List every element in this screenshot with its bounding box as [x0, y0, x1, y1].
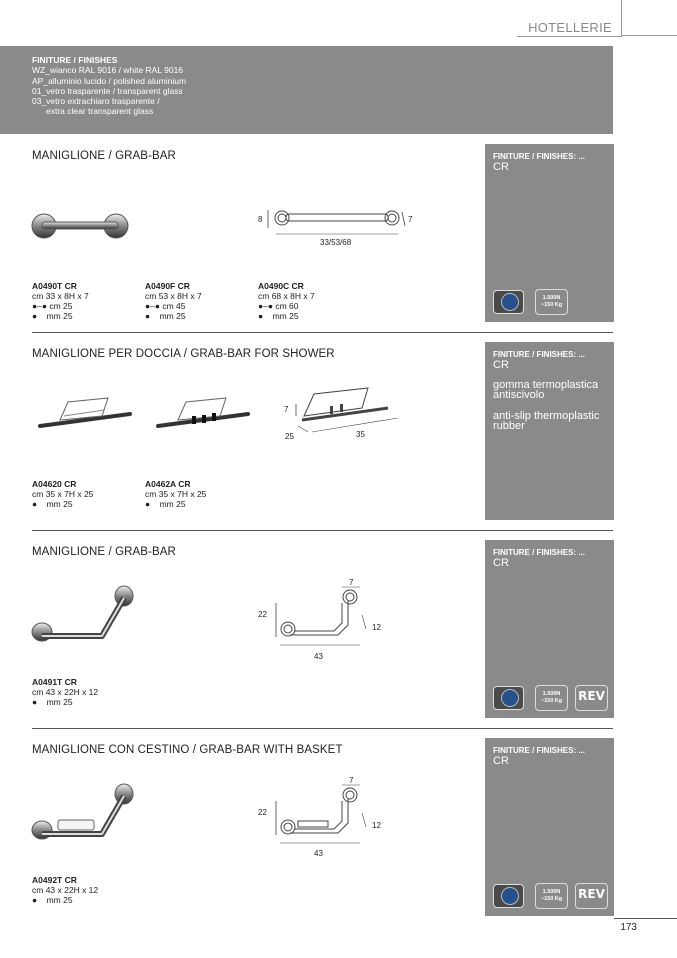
bullet-icon: ● — [145, 311, 160, 321]
bullet-icon: ● — [145, 499, 160, 509]
dim-height: 22 — [258, 808, 267, 817]
product-diameter: mm 25 — [46, 311, 73, 321]
rev-badge-icon: REV — [575, 685, 608, 711]
bullet-icon: ● — [258, 311, 273, 321]
dim-height: 8 — [258, 215, 263, 224]
product-diameter: mm 25 — [159, 499, 186, 509]
product-diameter: mm 25 — [46, 697, 73, 707]
load-badge-icon: 1.500N ~150 Kg — [535, 685, 568, 711]
dim-length: 35 — [356, 430, 365, 439]
dim-height: 22 — [258, 610, 267, 619]
finishes-panel — [485, 144, 614, 322]
page-header — [517, 0, 677, 36]
grab-bar-basket-drawing — [276, 783, 376, 845]
load-badge-icon: 1.500N ~150 Kg — [535, 289, 568, 315]
dim-height: 7 — [284, 405, 289, 414]
product-spacing: cm 45 — [162, 301, 186, 311]
shower-grab-bar-photo — [38, 396, 133, 432]
product-code: A0490F CR — [145, 281, 190, 291]
product-A0491T — [32, 677, 98, 707]
product-size: cm 68 x 8H x 7 — [258, 291, 315, 301]
product-A0492T — [32, 875, 98, 905]
product-size: cm 35 x 7H x 25 — [32, 489, 94, 499]
panel-note-en: anti-slip thermoplastic rubber — [493, 410, 600, 432]
page-number: 173 — [620, 922, 637, 933]
finish-line: 01_vetro trasparente / transparent glass — [32, 85, 183, 96]
grab-bar-photo — [30, 208, 130, 244]
dim-length: 33/53/68 — [320, 238, 352, 247]
panel-heading: FINITURE / FINISHES: ... — [493, 746, 586, 755]
finishes-panel — [485, 738, 614, 916]
product-size: cm 35 x 7H x 25 — [145, 489, 207, 499]
section-title: MANIGLIONE PER DOCCIA / GRAB-BAR FOR SHOWER — [32, 348, 335, 360]
bullet-icon: ● — [32, 311, 47, 321]
dim-top: 7 — [349, 776, 354, 785]
product-code: A0491T CR — [32, 677, 77, 687]
tuv-badge-icon — [493, 686, 524, 710]
finishes-band — [0, 46, 613, 134]
product-spacing: cm 60 — [275, 301, 299, 311]
product-code: A0462A CR — [145, 479, 191, 489]
finish-line: extra clear transparent glass — [46, 106, 154, 117]
product-size: cm 33 x 8H x 7 — [32, 291, 89, 301]
product-A04620 — [32, 479, 93, 509]
product-diameter: mm 25 — [159, 311, 186, 321]
product-diameter: mm 25 — [272, 311, 299, 321]
section-title: MANIGLIONE CON CESTINO / GRAB-BAR WITH BASKET — [32, 744, 343, 756]
product-diameter: mm 25 — [46, 499, 73, 509]
section-divider — [32, 530, 613, 531]
dim-depth: 7 — [408, 215, 413, 224]
product-spacing: cm 25 — [49, 301, 73, 311]
product-code: A0490T CR — [32, 281, 77, 291]
section-title-hotellerie: HOTELLERIE — [528, 20, 612, 35]
bullet-icon: ● — [32, 895, 47, 905]
panel-finish: CR — [493, 557, 509, 569]
finishes-panel — [485, 342, 614, 520]
tuv-badge-icon — [493, 290, 524, 314]
section-title: MANIGLIONE / GRAB-BAR — [32, 546, 176, 558]
grab-bar-drawing — [268, 208, 408, 238]
shower-grab-bar-rubber-photo — [156, 396, 251, 432]
dim-top: 7 — [349, 578, 354, 587]
spacing-icon: ●–● — [145, 301, 163, 311]
dim-length: 43 — [314, 849, 323, 858]
finish-line: WZ_wianco RAL 9016 / white RAL 9016 — [32, 65, 184, 76]
finish-line: 03_vetro extrachiaro trasparente / — [32, 96, 160, 107]
dim-depth: 25 — [285, 432, 294, 441]
product-size: cm 43 x 22H x 12 — [32, 687, 99, 697]
panel-finish: CR — [493, 359, 509, 371]
dim-length: 43 — [314, 652, 323, 661]
panel-heading: FINITURE / FINISHES: ... — [493, 548, 586, 557]
spacing-icon: ●–● — [32, 301, 50, 311]
page-rule — [614, 918, 677, 919]
section-title: MANIGLIONE / GRAB-BAR — [32, 150, 176, 162]
product-size: cm 53 x 8H x 7 — [145, 291, 202, 301]
header-corner-tab — [621, 0, 677, 36]
section-divider — [32, 728, 613, 729]
panel-heading: FINITURE / FINISHES: ... — [493, 350, 586, 359]
bullet-icon: ● — [32, 697, 47, 707]
panel-finish: CR — [493, 161, 509, 173]
product-diameter: mm 25 — [46, 895, 73, 905]
section-divider — [32, 332, 613, 333]
product-size: cm 43 x 22H x 12 — [32, 885, 99, 895]
panel-note-it: gomma termoplastica antiscivolo — [493, 379, 599, 401]
shower-grab-bar-drawing — [290, 386, 400, 434]
panel-finish: CR — [493, 755, 509, 767]
dim-depth: 12 — [372, 821, 381, 830]
product-A0490F — [145, 281, 202, 321]
grab-bar-basket-photo — [30, 782, 136, 842]
tuv-badge-icon — [493, 884, 524, 908]
spacing-icon: ●–● — [258, 301, 276, 311]
dim-depth: 12 — [372, 623, 381, 632]
angled-grab-bar-photo — [30, 584, 136, 644]
finishes-panel — [485, 540, 614, 718]
angled-grab-bar-drawing — [276, 585, 376, 647]
product-A0462A — [145, 479, 206, 509]
product-code: A04620 CR — [32, 479, 77, 489]
product-A0490T — [32, 281, 89, 321]
product-code: A0490C CR — [258, 281, 304, 291]
header-rule — [517, 36, 622, 37]
panel-heading: FINITURE / FINISHES: ... — [493, 152, 586, 161]
load-badge-icon: 1.500N ~150 Kg — [535, 883, 568, 909]
finish-line: AP_alluminio lucido / polished aluminium — [32, 75, 187, 86]
product-A0490C — [258, 281, 315, 321]
rev-badge-icon: REV — [575, 883, 608, 909]
bullet-icon: ● — [32, 499, 47, 509]
product-code: A0492T CR — [32, 875, 77, 885]
finishes-heading: FINITURE / FINISHES — [32, 55, 118, 65]
